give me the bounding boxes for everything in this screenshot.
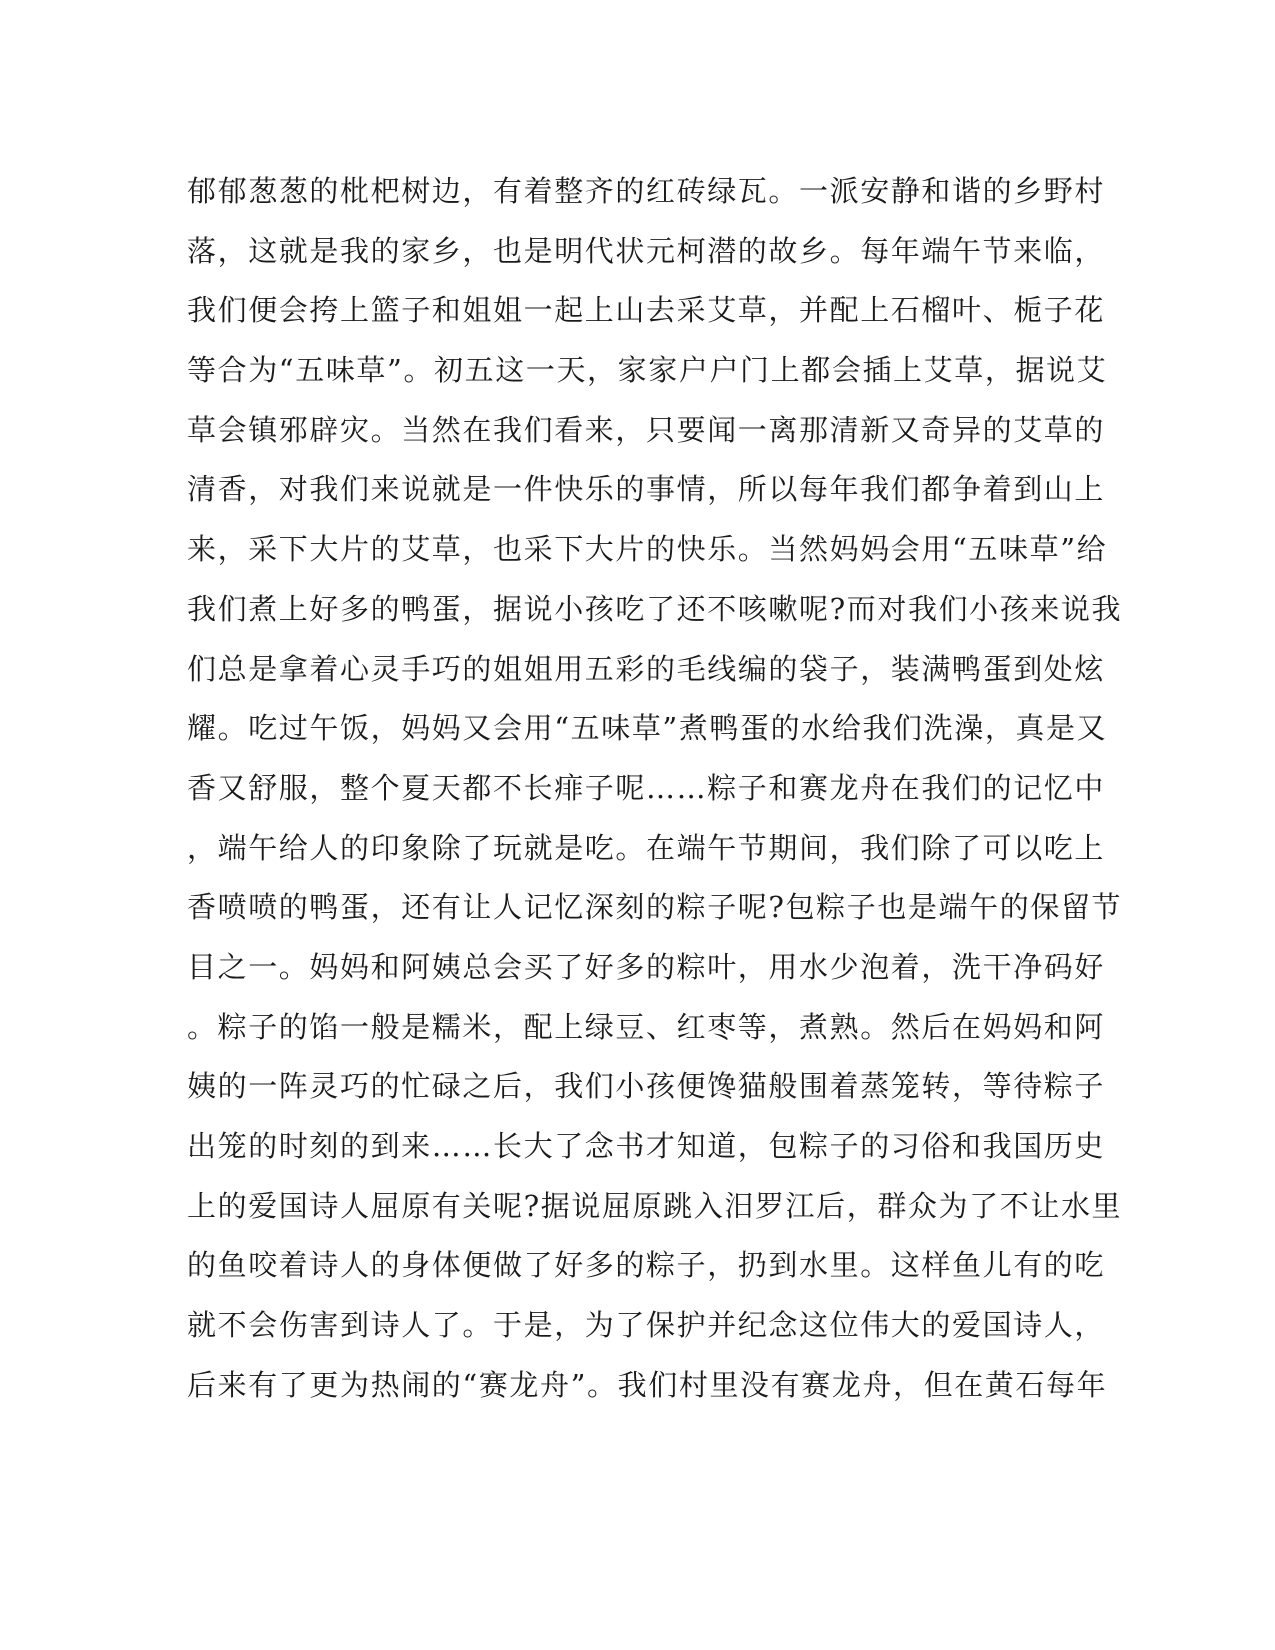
text-line: 香又舒服，整个夏天都不长痱子呢……粽子和赛龙舟在我们的记忆中 — [187, 770, 1106, 805]
text-line: 来，采下大片的艾草，也采下大片的快乐。当然妈妈会用“五味草”给 — [187, 532, 1108, 567]
text-line: 就不会伤害到诗人了。于是，为了保护并纪念这位伟大的爱国诗人， — [187, 1308, 1106, 1343]
text-line: 姨的一阵灵巧的忙碌之后，我们小孩便馋猫般围着蒸笼转，等待粽子 — [187, 1069, 1106, 1104]
body-text — [187, 162, 1123, 1415]
text-line: 上的爱国诗人屈原有关呢?据说屈原跳入汨罗江后，群众为了不让水里 — [187, 1188, 1123, 1223]
text-line: 们总是拿着心灵手巧的姐姐用五彩的毛线编的袋子，装满鸭蛋到处炫 — [187, 651, 1106, 686]
text-line: 。粽子的馅一般是糯米，配上绿豆、红枣等，煮熟。然后在妈妈和阿 — [187, 1009, 1106, 1044]
text-line: 等合为“五味草”。初五这一天，家家户户门上都会插上艾草，据说艾 — [187, 353, 1108, 388]
text-line: 郁郁葱葱的枇杷树边，有着整齐的红砖绿瓦。一派安静和谐的乡野村 — [187, 174, 1106, 208]
text-line: 后来有了更为热闹的“赛龙舟”。我们村里没有赛龙舟，但在黄石每年 — [187, 1367, 1108, 1402]
text-line: 我们煮上好多的鸭蛋，据说小孩吃了还不咳嗽呢?而对我们小孩来说我 — [187, 591, 1123, 626]
text-line: 清香，对我们来说就是一件快乐的事情，所以每年我们都争着到山上 — [187, 472, 1106, 507]
text-line: 的鱼咬着诗人的身体便做了好多的粽子，扔到水里。这样鱼儿有的吃 — [187, 1248, 1106, 1283]
text-line: 我们便会挎上篮子和姐姐一起上山去采艾草，并配上石榴叶、栀子花 — [187, 293, 1106, 328]
text-line: 落，这就是我的家乡，也是明代状元柯潜的故乡。每年端午节来临， — [187, 233, 1106, 268]
text-line: ，端午给人的印象除了玩就是吃。在端午节期间，我们除了可以吃上 — [187, 830, 1106, 865]
text-line: 目之一。妈妈和阿姨总会买了好多的粽叶，用水少泡着，洗干净码好 — [187, 949, 1106, 984]
text-line: 草会镇邪辟灾。当然在我们看来，只要闻一离那清新又奇异的艾草的 — [187, 412, 1106, 447]
text-line: 出笼的时刻的到来……长大了念书才知道，包粽子的习俗和我国历史 — [187, 1129, 1106, 1163]
text-line: 香喷喷的鸭蛋，还有让人记忆深刻的粽子呢?包粽子也是端午的保留节 — [187, 890, 1123, 925]
text-line: 耀。吃过午饭，妈妈又会用“五味草”煮鸭蛋的水给我们洗澡，真是又 — [187, 711, 1108, 746]
